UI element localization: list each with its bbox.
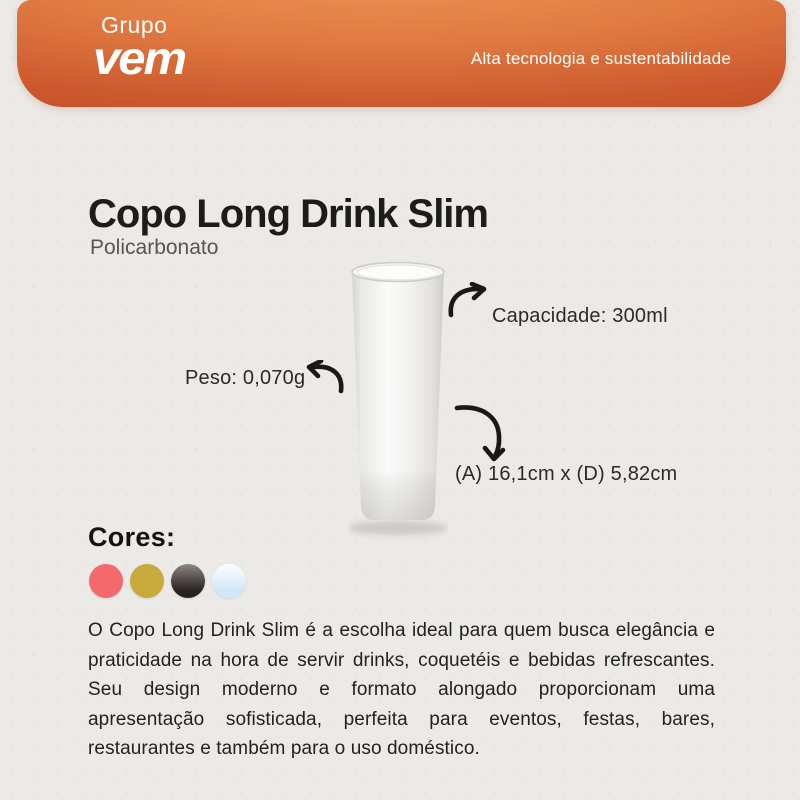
- brand-logo: [93, 12, 186, 85]
- arrow-weight-icon: [303, 360, 345, 394]
- header-band: [17, 0, 786, 107]
- color-swatch-coral-red: [89, 564, 123, 598]
- callout-dimensions: (A) 16,1cm x (D) 5,82cm: [455, 463, 678, 485]
- color-swatch-row: [89, 564, 246, 598]
- color-swatch-light-blue: [212, 564, 246, 598]
- colors-heading: Cores:: [88, 522, 176, 552]
- header-tagline: Alta tecnologia e sustentabilidade: [470, 49, 731, 68]
- page-title: Copo Long Drink Slim: [88, 192, 488, 236]
- arrow-capacity-icon: [447, 282, 493, 318]
- color-swatch-black: [171, 564, 205, 598]
- color-swatch-gold: [130, 564, 164, 598]
- page-subtitle: Policarbonato: [90, 236, 219, 259]
- product-description: O Copo Long Drink Slim é a escolha ideal para quem busca elegância e praticidade na hora de servir drinks, coquetéis e bebidas refrescantes. Seu design moderno e formato alongado proporcionam uma apresentação sofisticada, perfeita para eventos, festas, bares, restaurantes e também para o uso doméstico.: [88, 620, 715, 759]
- callout-weight: Peso: 0,070g: [185, 367, 306, 389]
- product-image-cup: [348, 256, 448, 540]
- brand-logo-grupo: Grupo: [101, 12, 168, 38]
- brand-logo-vem: vem: [93, 33, 186, 85]
- callout-capacity: Capacidade: 300ml: [492, 305, 668, 327]
- arrow-dimensions-icon: [454, 403, 506, 463]
